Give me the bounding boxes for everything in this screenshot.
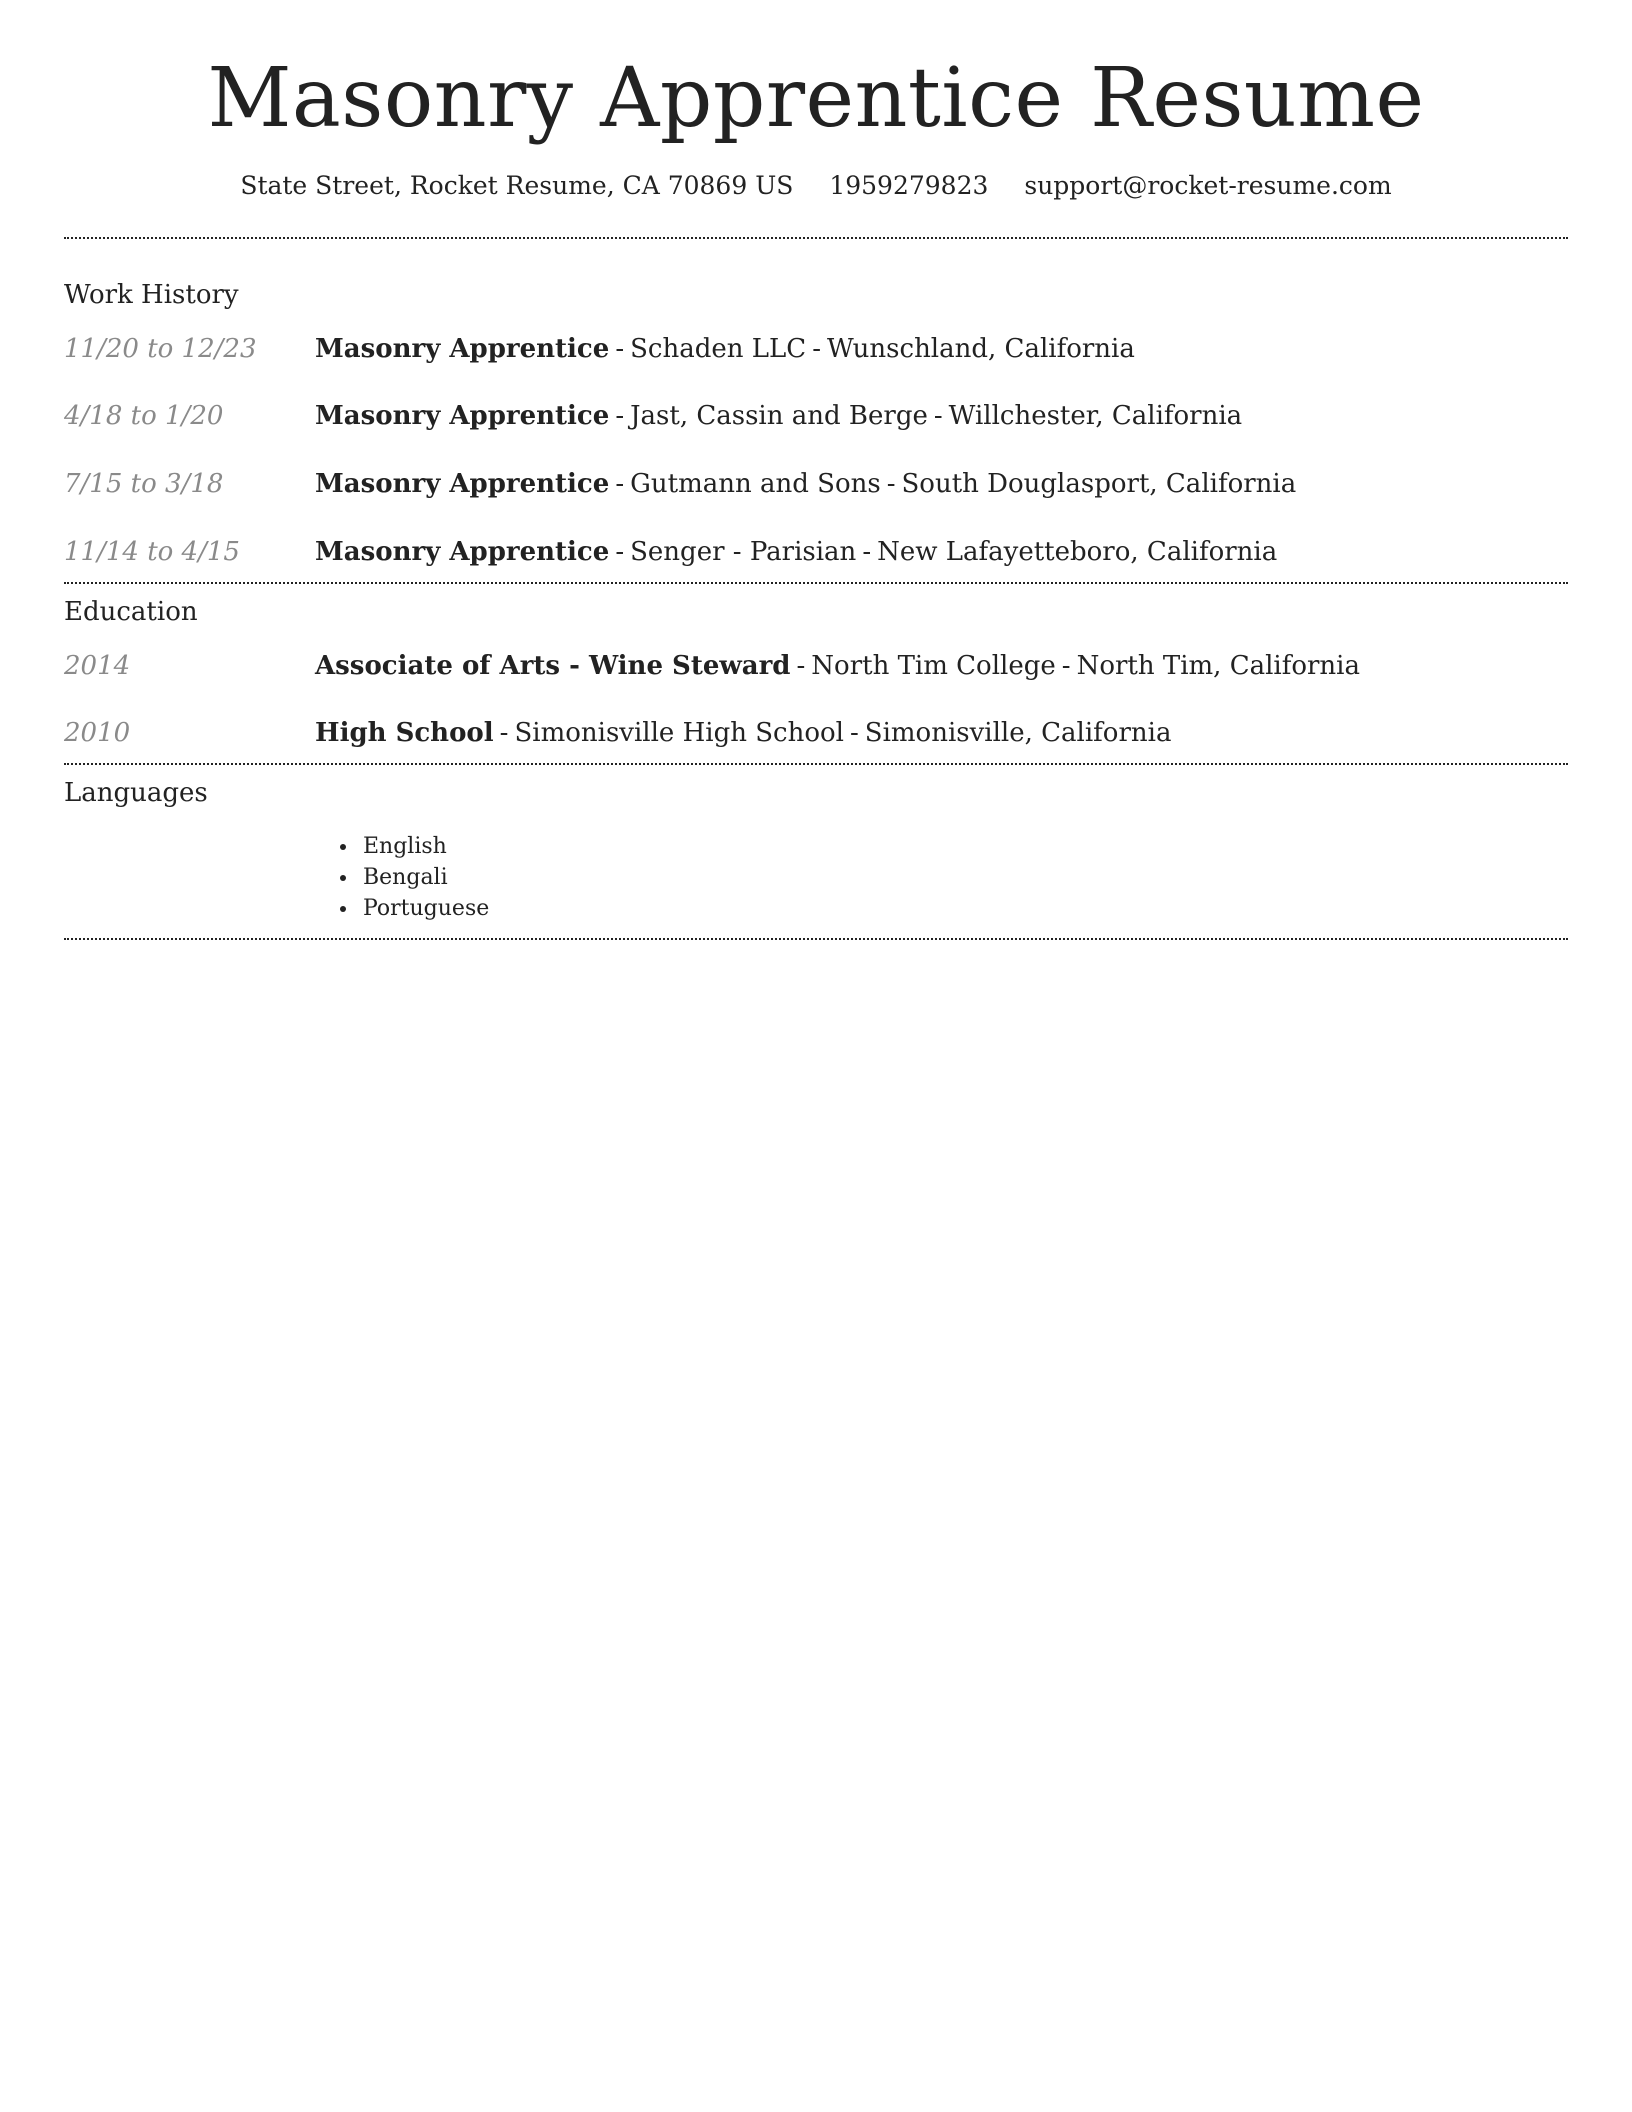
education-year: 2010 [64,718,131,749]
language-item: • Bengali [359,862,1568,893]
work-details: Masonry Apprentice - Senger - Parisian - New Lafayetteboro, California [315,537,1278,568]
work-entry [64,536,1568,570]
education-details: High School - Simonisville High School - Simonisville, California [315,718,1172,749]
degree-name: Associate of Arts - Wine Steward [315,650,791,681]
resume-header [64,0,1568,203]
work-details: Masonry Apprentice - Gutmann and Sons - South Douglasport, California [315,469,1297,500]
work-dates: 11/14 to 4/15 [64,537,240,568]
contact-phone: 1959279823 [829,171,989,201]
languages-list [64,831,1568,924]
school-name: North Tim College [811,650,1056,681]
page-title: Masonry Apprentice Resume [207,51,1425,146]
company-name: Gutmann and Sons [630,469,881,500]
education-year: 2014 [64,650,131,681]
job-title: Masonry Apprentice [315,333,610,364]
education-entry [64,717,1568,751]
work-entry [64,468,1568,502]
school-location: Simonisville, California [864,718,1172,749]
job-location: New Lafayetteboro, California [877,537,1278,568]
language-item: • Portuguese [359,893,1568,924]
work-entry [64,400,1568,434]
section-title-languages: Languages [64,778,208,809]
work-dates: 4/18 to 1/20 [64,401,224,432]
job-title: Masonry Apprentice [315,537,610,568]
job-location: Willchester, California [948,401,1243,432]
job-location: South Douglasport, California [901,469,1297,500]
company-name: Senger - Parisian [630,537,857,568]
contact-address: State Street, Rocket Resume, CA 70869 US [240,171,794,201]
work-details: Masonry Apprentice - Schaden LLC - Wunschland, California [315,333,1135,364]
section-title-education: Education [64,596,198,627]
work-entry [64,333,1568,367]
school-location: North Tim, California [1076,650,1360,681]
degree-name: High School [315,718,494,749]
job-title: Masonry Apprentice [315,469,610,500]
education-section [64,584,1568,751]
work-dates: 11/20 to 12/23 [64,333,257,364]
work-details: Masonry Apprentice - Jast, Cassin and Berge - Willchester, California [315,401,1243,432]
contact-line [64,170,1568,203]
job-location: Wunschland, California [827,333,1135,364]
education-entry [64,650,1568,684]
school-name: Simonisville High School [514,718,844,749]
work-history-section [64,239,1568,570]
divider [64,938,1568,940]
company-name: Jast, Cassin and Berge [630,401,928,432]
company-name: Schaden LLC [630,333,807,364]
languages-section [64,765,1568,924]
contact-email: support@rocket-resume.com [1024,171,1392,201]
work-dates: 7/15 to 3/18 [64,469,224,500]
section-title-work-history: Work History [64,279,239,310]
job-title: Masonry Apprentice [315,401,610,432]
language-item: • English [359,831,1568,862]
education-details: Associate of Arts - Wine Steward - North Tim College - North Tim, California [315,650,1360,681]
